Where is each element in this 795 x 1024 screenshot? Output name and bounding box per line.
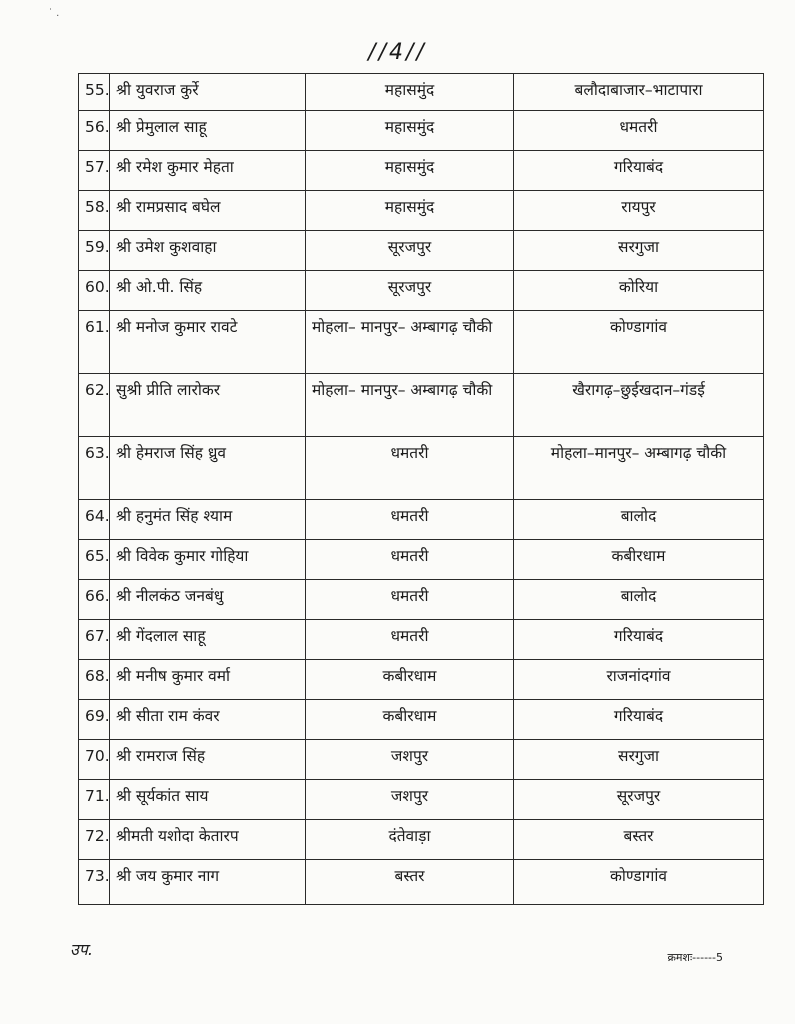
to-district: रायपुर (514, 191, 764, 231)
from-district: दंतेवाड़ा (306, 820, 514, 860)
to-district: सरगुजा (514, 231, 764, 271)
table-row (79, 374, 764, 437)
to-district: कोण्डागांव (514, 311, 764, 374)
to-district: कोरिया (514, 271, 764, 311)
from-district: मोहला– मानपुर– अम्बागढ़ चौकी (306, 374, 514, 437)
from-district: धमतरी (306, 437, 514, 500)
to-district: बालोद (514, 580, 764, 620)
employee-name: श्री रामराज सिंह (110, 740, 306, 780)
transfer-table (78, 73, 764, 905)
employee-name: श्री हेमराज सिंह ध्रुव (110, 437, 306, 500)
table-row (79, 231, 764, 271)
table-row (79, 740, 764, 780)
serial-number: 70. (79, 740, 110, 780)
employee-name: श्री विवेक कुमार गोहिया (110, 540, 306, 580)
to-district: बालोद (514, 500, 764, 540)
table-row (79, 540, 764, 580)
from-district: बस्तर (306, 860, 514, 905)
to-district: गरियाबंद (514, 700, 764, 740)
from-district: धमतरी (306, 580, 514, 620)
to-district: धमतरी (514, 111, 764, 151)
employee-name: श्री जय कुमार नाग (110, 860, 306, 905)
to-district: सूरजपुर (514, 780, 764, 820)
table-row (79, 500, 764, 540)
table-row (79, 74, 764, 111)
table-row (79, 271, 764, 311)
employee-name: श्री गेंदलाल साहू (110, 620, 306, 660)
table-row (79, 660, 764, 700)
handwritten-initials: उप. (70, 940, 93, 959)
from-district: सूरजपुर (306, 231, 514, 271)
employee-name: श्री मनीष कुमार वर्मा (110, 660, 306, 700)
from-district: महासमुंद (306, 74, 514, 111)
to-district: कोण्डागांव (514, 860, 764, 905)
serial-number: 66. (79, 580, 110, 620)
to-district: बस्तर (514, 820, 764, 860)
serial-number: 72. (79, 820, 110, 860)
serial-number: 60. (79, 271, 110, 311)
table-row (79, 860, 764, 905)
employee-name: श्री उमेश कुशवाहा (110, 231, 306, 271)
from-district: सूरजपुर (306, 271, 514, 311)
employee-name: श्री ओ.पी. सिंह (110, 271, 306, 311)
table-row (79, 111, 764, 151)
employee-name: श्री सूर्यकांत साय (110, 780, 306, 820)
table-row (79, 311, 764, 374)
from-district: धमतरी (306, 500, 514, 540)
from-district: धमतरी (306, 540, 514, 580)
to-district: सरगुजा (514, 740, 764, 780)
from-district: मोहला– मानपुर– अम्बागढ़ चौकी (306, 311, 514, 374)
scan-speck: ˙ . (48, 8, 60, 19)
table-row (79, 580, 764, 620)
to-district: मोहला–मानपुर– अम्बागढ़ चौकी (514, 437, 764, 500)
serial-number: 58. (79, 191, 110, 231)
employee-name: श्री सीता राम कंवर (110, 700, 306, 740)
table-row (79, 780, 764, 820)
serial-number: 64. (79, 500, 110, 540)
serial-number: 71. (79, 780, 110, 820)
serial-number: 73. (79, 860, 110, 905)
employee-name: श्री युवराज कुर्रे (110, 74, 306, 111)
from-district: महासमुंद (306, 111, 514, 151)
serial-number: 63. (79, 437, 110, 500)
employee-name: श्री रामप्रसाद बघेल (110, 191, 306, 231)
from-district: कबीरधाम (306, 700, 514, 740)
serial-number: 59. (79, 231, 110, 271)
table-row (79, 151, 764, 191)
employee-name: श्री हनुमंत सिंह श्याम (110, 500, 306, 540)
serial-number: 68. (79, 660, 110, 700)
serial-number: 69. (79, 700, 110, 740)
to-district: कबीरधाम (514, 540, 764, 580)
to-district: गरियाबंद (514, 620, 764, 660)
serial-number: 57. (79, 151, 110, 191)
employee-name: श्रीमती यशोदा केतारप (110, 820, 306, 860)
employee-name: श्री प्रेमुलाल साहू (110, 111, 306, 151)
serial-number: 56. (79, 111, 110, 151)
to-district: खैरागढ़–छुईखदान–गंडई (514, 374, 764, 437)
employee-name: श्री नीलकंठ जनबंधु (110, 580, 306, 620)
serial-number: 55. (79, 74, 110, 111)
from-district: महासमुंद (306, 151, 514, 191)
employee-name: श्री मनोज कुमार रावटे (110, 311, 306, 374)
table-row (79, 700, 764, 740)
table-row (79, 191, 764, 231)
serial-number: 67. (79, 620, 110, 660)
page-number: //4// (368, 40, 427, 65)
table-body (79, 74, 764, 905)
employee-name: सुश्री प्रीति लारोकर (110, 374, 306, 437)
table-row (79, 620, 764, 660)
employee-name: श्री रमेश कुमार मेहता (110, 151, 306, 191)
from-district: जशपुर (306, 740, 514, 780)
from-district: महासमुंद (306, 191, 514, 231)
to-district: राजनांदगांव (514, 660, 764, 700)
from-district: जशपुर (306, 780, 514, 820)
table-row (79, 437, 764, 500)
continued-marker: क्रमशः------5 (667, 951, 723, 964)
serial-number: 61. (79, 311, 110, 374)
serial-number: 65. (79, 540, 110, 580)
table-row (79, 820, 764, 860)
to-district: गरियाबंद (514, 151, 764, 191)
to-district: बलौदाबाजार–भाटापारा (514, 74, 764, 111)
serial-number: 62. (79, 374, 110, 437)
from-district: कबीरधाम (306, 660, 514, 700)
from-district: धमतरी (306, 620, 514, 660)
